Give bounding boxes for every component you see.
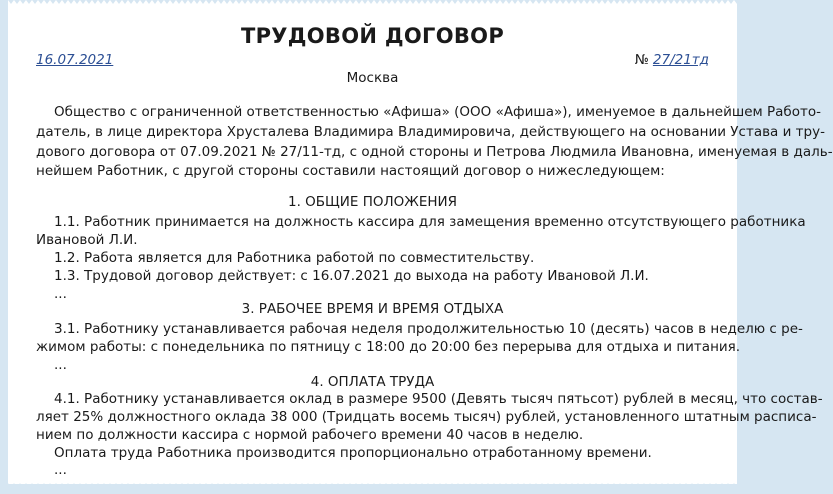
- clause-1-2: 1.2. Работа является для Работника работой по совместительству.: [54, 250, 535, 266]
- section-heading: 1. ОБЩИЕ ПОЛОЖЕНИЯ: [287, 194, 457, 210]
- contract-number: [635, 52, 709, 68]
- section-heading: 4. ОПЛАТА ТРУДА: [310, 374, 435, 390]
- ellipsis: ...: [54, 286, 67, 302]
- number-value: 27/21тд: [652, 52, 709, 68]
- city: Москва: [346, 70, 399, 86]
- clause-1-1-cont: Ивановой Л.И.: [36, 232, 138, 248]
- preamble-line: датель, в лице директора Хрусталева Владимира Владимировича, действующего на основании Устава и тру-: [36, 124, 825, 140]
- section-heading: 3. РАБОЧЕЕ ВРЕМЯ И ВРЕМЯ ОТДЫХА: [241, 301, 504, 317]
- clause-4-1-cont: нием по должности кассира с нормой рабочего времени 40 часов в неделю.: [36, 427, 584, 443]
- document-title: ТРУДОВОЙ ДОГОВОР: [240, 24, 505, 48]
- ellipsis: ...: [54, 357, 67, 373]
- clause-3-1-cont: жимом работы: с понедельника по пятницу с 18:00 до 20:00 без перерыва для отдыха и питания.: [36, 339, 741, 355]
- clause-4-2: Оплата труда Работника производится пропорционально отработанному времени.: [54, 445, 652, 461]
- ellipsis: ...: [54, 462, 67, 478]
- preamble-line: дового договора от 07.09.2021 № 27/11-тд, с одной стороны и Петрова Людмила Ивановна, именуемая в даль-: [36, 144, 833, 160]
- number-sign: №: [634, 52, 649, 68]
- contract-date: 16.07.2021: [36, 52, 114, 68]
- preamble-line: нейшем Работник, с другой стороны составили настоящий договор о нижеследующем:: [36, 163, 665, 179]
- clause-4-1-cont: ляет 25% должностного оклада 38 000 (Тридцать восемь тысяч) рублей, установленного штатным расписа-: [36, 409, 817, 425]
- clause-4-1: 4.1. Работнику устанавливается оклад в размере 9500 (Девять тысяч пятьсот) рублей в месяц, что состав-: [54, 391, 823, 407]
- clause-3-1: 3.1. Работнику устанавливается рабочая неделя продолжительностью 10 (десять) часов в неделю с ре-: [54, 321, 803, 337]
- clause-1-3: 1.3. Трудовой договор действует: с 16.07.2021 до выхода на работу Ивановой Л.И.: [54, 268, 649, 284]
- preamble-line: Общество с ограниченной ответственностью «Афиша» (ООО «Афиша»), именуемое в дальнейшем Работо-: [54, 104, 822, 120]
- clause-1-1: 1.1. Работник принимается на должность кассира для замещения временно отсутствующего работника: [54, 214, 806, 230]
